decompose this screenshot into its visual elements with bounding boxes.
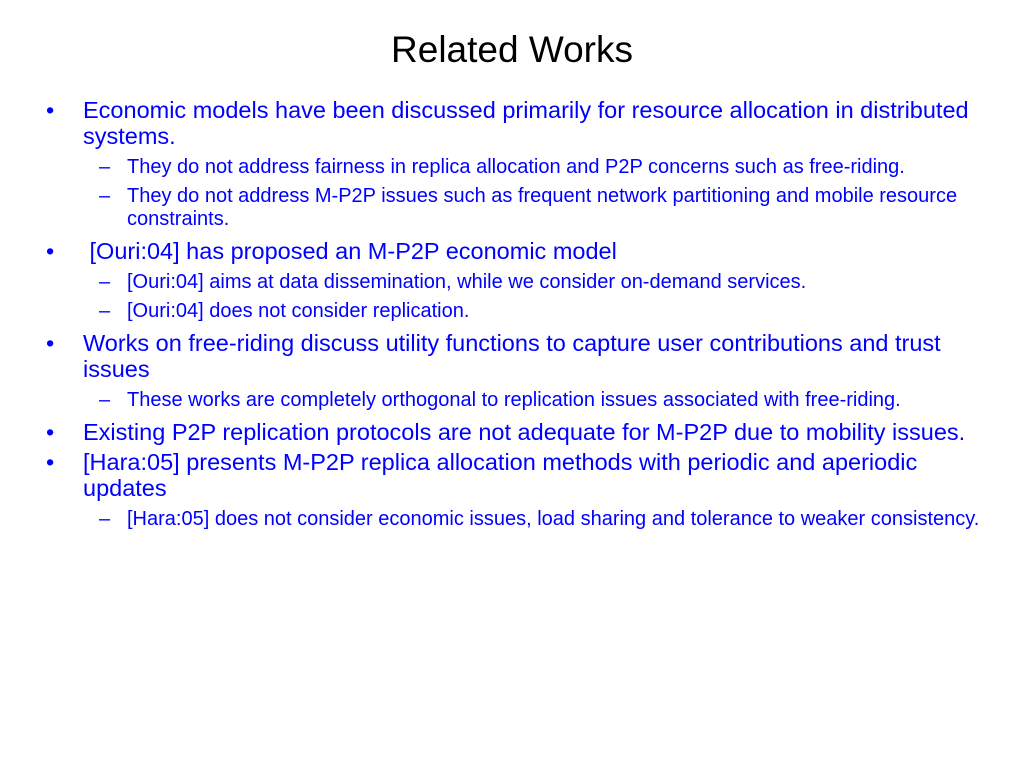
sub-bullet-item (46, 300, 1006, 323)
bullet-item (46, 449, 1006, 501)
sub-bullet-mark: – (99, 508, 111, 530)
bullet-text: [Ouri:04] has proposed an M-P2P economic model (83, 238, 617, 264)
bullet-item (46, 419, 1006, 445)
sub-bullet-text: They do not address M-P2P issues such as frequent network partitioning and mobile resource constraints. (127, 185, 963, 230)
sub-bullet-mark: – (99, 271, 111, 293)
sub-bullet-mark: – (99, 185, 111, 207)
bullet-item (46, 330, 1006, 382)
sub-bullet-text: [Hara:05] does not consider economic issues, load sharing and tolerance to weaker consistency. (127, 508, 980, 530)
bullet-text: Existing P2P replication protocols are not adequate for M-P2P due to mobility issues. (83, 419, 966, 445)
sub-bullet-text: These works are completely orthogonal to replication issues associated with free-riding. (127, 389, 901, 411)
sub-bullet-mark: – (99, 389, 111, 411)
bullet-mark: • (46, 330, 55, 356)
slide-title: Related Works (391, 29, 633, 70)
bullet-item (46, 97, 1006, 149)
slide-body (46, 97, 1006, 531)
bullet-text: Works on free-riding discuss utility functions to capture user contributions and trust issues (83, 330, 948, 382)
sub-bullet-text: They do not address fairness in replica allocation and P2P concerns such as free-riding. (127, 156, 905, 178)
sub-bullet-mark: – (99, 156, 111, 178)
sub-bullet-item (46, 156, 1006, 179)
bullet-item (46, 238, 1006, 264)
sub-bullet-mark: – (99, 300, 111, 322)
sub-bullet-text: [Ouri:04] does not consider replication. (127, 300, 470, 322)
sub-bullet-item (46, 508, 1006, 531)
sub-bullet-item (46, 185, 1006, 231)
bullet-mark: • (46, 419, 55, 445)
bullet-mark: • (46, 97, 55, 123)
bullet-text: [Hara:05] presents M-P2P replica allocation methods with periodic and aperiodic updates (83, 449, 924, 501)
sub-bullet-item (46, 389, 1006, 412)
sub-bullet-text: [Ouri:04] aims at data dissemination, while we consider on-demand services. (127, 271, 807, 293)
sub-bullet-item (46, 271, 1006, 294)
bullet-mark: • (46, 238, 55, 264)
bullet-text: Economic models have been discussed primarily for resource allocation in distributed systems. (83, 97, 976, 149)
bullet-mark: • (46, 449, 55, 475)
